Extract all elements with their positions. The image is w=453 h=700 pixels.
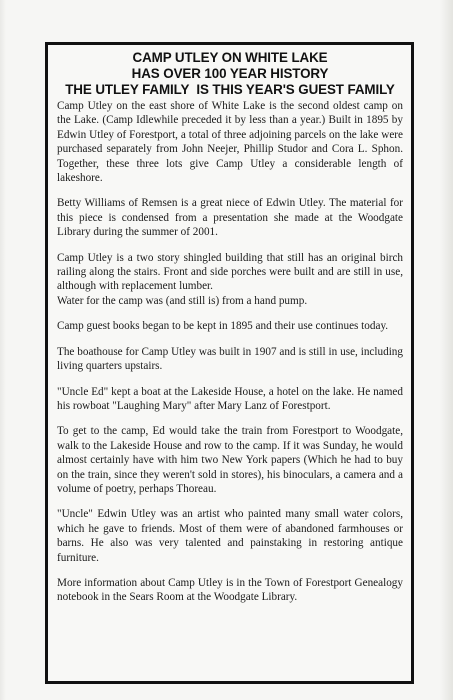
- article-body: [57, 99, 403, 605]
- headline-1: CAMP UTLEY ON WHITE LAKE: [132, 50, 328, 65]
- building-text: Camp Utley is a two story shingled building that still has an original birch railing along the stairs. Front and side porches were built and are still in use, although with replacement lumber.: [57, 251, 403, 293]
- paragraph-more-info: More information about Camp Utley is in the Town of Forestport Genealogy notebook in the Sears Room at the Woodgate Library.: [57, 576, 403, 604]
- headline-3: THE UTLEY FAMILY IS THIS YEAR'S GUEST FAMILY: [65, 82, 395, 97]
- paragraph-boat: "Uncle Ed" kept a boat at the Lakeside House, a hotel on the lake. He named his rowboat "Laughing Mary" after Mary Lanz of Forestport.: [57, 385, 403, 412]
- paragraph-history: Camp Utley on the east shore of White Lake is the second oldest camp on the Lake. (Camp Idlewhile preceded it by less than a year.) Built in 1895 by Edwin Utley of Forestport, a total of three adjoining parcels on the lake were purchased separately from John Neejer, Phillip Studor and Cora L. Sphon. Together, these three lots give Camp Utley a considerable length of lakeshore.: [57, 100, 403, 185]
- paragraph-boathouse: The boathouse for Camp Utley was built in 1907 and is still in use, including living quarters upstairs.: [57, 345, 403, 373]
- paragraph-source: Betty Williams of Remsen is a great niece of Edwin Utley. The material for this piece is condensed from a presentation she made at the Woodgate Library during the summer of 2001.: [57, 197, 403, 239]
- paragraph-building: [57, 251, 403, 309]
- article-box: [45, 42, 414, 684]
- paragraph-guest-books: Camp guest books began to be kept in 1895 and their use continues today.: [57, 320, 389, 333]
- headline-2: HAS OVER 100 YEAR HISTORY: [131, 66, 329, 81]
- water-text: Water for the camp was (and still is) from a hand pump.: [57, 294, 308, 307]
- paragraph-travel: To get to the camp, Ed would take the train from Forestport to Woodgate, walk to the Lakeside House and row to the camp. If it was Sunday, he would almost certainly have with him two New York papers (Which he had to buy on the train, since they weren't sold in stores), his binoculars, a camera and a volume of poetry, perhaps Thoreau.: [57, 425, 403, 495]
- paragraph-artist: "Uncle" Edwin Utley was an artist who painted many small water colors, which he gave to friends. Most of them were of abandoned farmhouses or barns. He also was very talented and painstaking in restoring antique furniture.: [57, 508, 403, 564]
